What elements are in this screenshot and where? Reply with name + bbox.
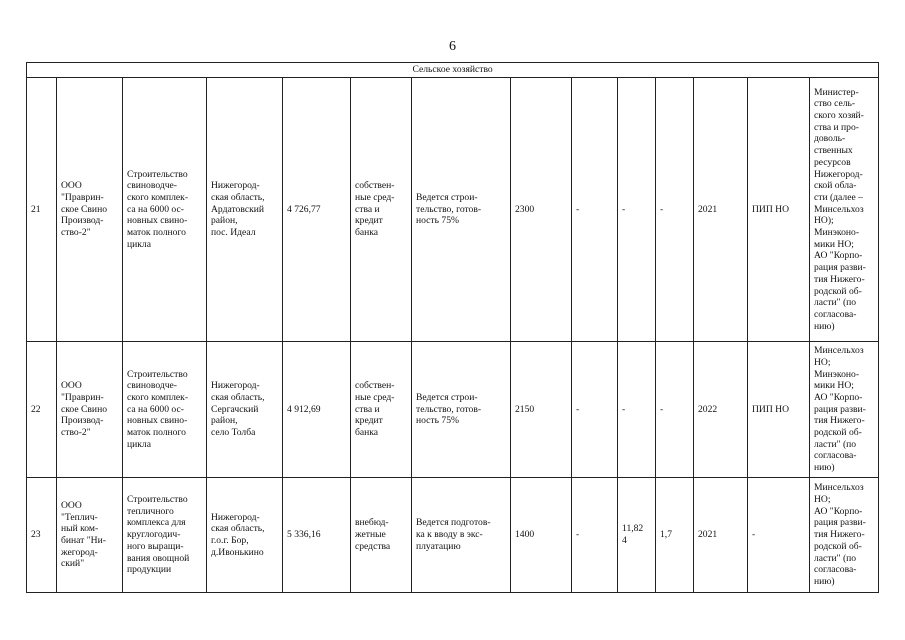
table-row [27, 342, 879, 478]
col10-cell: 11,82 4 [618, 478, 656, 593]
location-cell: Нижегород- ская область, г.о.г. Бор, д.Ивонькино [207, 478, 283, 593]
status-cell: Ведется подготов- ка к вводу в экс- плуатацию [412, 478, 511, 593]
cost-cell: 4 912,69 [283, 342, 351, 478]
col11-cell: - [656, 342, 694, 478]
col9-cell: - [572, 478, 618, 593]
project-cell: Строительство тепличного комплекса для круглогодич- ного выращи- вания овощной продукции [123, 478, 207, 593]
company-cell: ООО "Теплич- ный ком- бинат "Ни- жегород- ский" [57, 478, 123, 593]
jobs-cell: 2300 [511, 78, 572, 342]
jobs-cell: 2150 [511, 342, 572, 478]
cost-cell: 5 336,16 [283, 478, 351, 593]
responsible-cell: Минсельхоз НО; Минэконо- мики НО; АО "Корпо- рация разви- тия Нижего- родской об- ласти" (по согласова- нию) [810, 342, 879, 478]
company-cell: ООО "Праврин- ское Свино Производ- ство-2" [57, 78, 123, 342]
program-cell: ПИП НО [748, 342, 810, 478]
status-cell: Ведется строи- тельство, готов- ность 75% [412, 342, 511, 478]
row-number: 21 [27, 78, 57, 342]
funding-cell: собствен- ные сред- ства и кредит банка [351, 78, 412, 342]
funding-cell: внебюд- жетные средства [351, 478, 412, 593]
table-row [27, 478, 879, 593]
location-cell: Нижегород- ская область, Сергачский район, село Толба [207, 342, 283, 478]
status-cell: Ведется строи- тельство, готов- ность 75% [412, 78, 511, 342]
col10-cell: - [618, 342, 656, 478]
investment-projects-table [26, 62, 879, 593]
year-cell: 2021 [694, 78, 748, 342]
col11-cell: 1,7 [656, 478, 694, 593]
responsible-cell: Министер- ство сель- ского хозяй- ства и про- доволь- ственных ресурсов Нижегород- ской обла- сти (далее – Минсельхоз НО); Минэконо- мики НО; АО "Корпо- рация разви- тия Нижего- родской об- ласти" (по согласова- нию) [810, 78, 879, 342]
row-number: 23 [27, 478, 57, 593]
program-cell: - [748, 478, 810, 593]
page-number: 6 [449, 39, 456, 54]
col9-cell: - [572, 342, 618, 478]
cost-cell: 4 726,77 [283, 78, 351, 342]
company-cell: ООО "Праврин- ское Свино Производ- ство-2" [57, 342, 123, 478]
col11-cell: - [656, 78, 694, 342]
col10-cell: - [618, 78, 656, 342]
col9-cell: - [572, 78, 618, 342]
section-header-row [27, 63, 879, 78]
funding-cell: собствен- ные сред- ства и кредит банка [351, 342, 412, 478]
project-cell: Строительство свиноводче- ского комплек- са на 6000 ос- новных свино- маток полного цикла [123, 342, 207, 478]
row-number: 22 [27, 342, 57, 478]
year-cell: 2022 [694, 342, 748, 478]
project-cell: Строительство свиноводче- ского комплек- са на 6000 ос- новных свино- маток полного цикла [123, 78, 207, 342]
responsible-cell: Минсельхоз НО; АО "Корпо- рация разви- тия Нижего- родской об- ласти" (по согласова- нию) [810, 478, 879, 593]
section-title: Сельское хозяйство [27, 63, 879, 78]
program-cell: ПИП НО [748, 78, 810, 342]
location-cell: Нижегород- ская область, Ардатовский район, пос. Идеал [207, 78, 283, 342]
jobs-cell: 1400 [511, 478, 572, 593]
table-row [27, 78, 879, 342]
year-cell: 2021 [694, 478, 748, 593]
